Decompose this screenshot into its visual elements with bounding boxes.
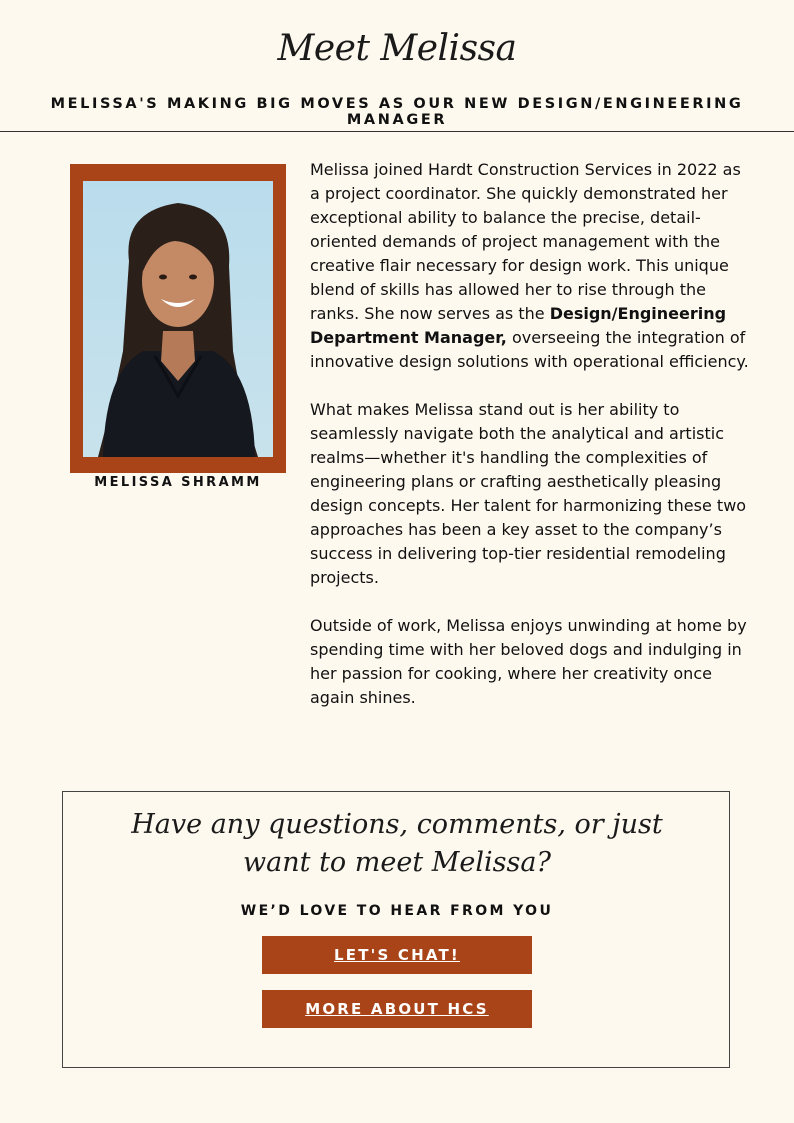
bio-paragraph-1 [310,158,752,374]
page-subtitle: MELISSA'S MAKING BIG MOVES AS OUR NEW DESIGN/ENGINEERING MANAGER [50,96,744,128]
contact-heading-line-1: Have any questions, comments, or just [131,809,663,840]
contact-heading [63,806,731,882]
bio-job-title: Design/Engineering Department Manager, [310,304,727,347]
contact-box [62,791,730,1068]
portrait-photo [83,181,273,457]
contact-heading-line-2: want to meet Melissa? [243,847,551,878]
bio-paragraph-3: Outside of work, Melissa enjoys unwinding at home by spending time with her beloved dogs and indulging in her passion for cooking, where her creativity once again shines. [310,616,747,707]
bio-p1-text-end: overseeing the integration of innovative design solutions with operational efficiency. [310,328,749,371]
contact-subheading: WE’D LOVE TO HEAR FROM YOU [240,903,554,919]
bio-text [310,158,752,734]
bio-paragraph-2: What makes Melissa stand out is her ability to seamlessly navigate both the analytical and artistic realms—whether it's handling the complexities of engineering plans or crafting aesthetically pleasing design concepts. Her talent for harmonizing these two approaches has been a key asset to the company’s success in delivering top-tier residential remodeling projects. [310,400,747,587]
page-title: Meet Melissa [277,28,517,69]
portrait-caption: MELISSA SHRAMM [94,475,262,490]
bio-p1-text: Melissa joined Hardt Construction Services in 2022 as a project coordinator. She quickly demonstrated her exceptional ability to balance the precise, detail-oriented demands of project management with the creative flair necessary for design work. This unique blend of skills has allowed her to rise through the ranks. She now serves as the [310,160,741,323]
portrait-frame [70,164,286,473]
header-divider [0,131,794,132]
more-about-hcs-button[interactable]: MORE ABOUT HCS [262,990,532,1028]
lets-chat-button[interactable]: LET'S CHAT! [262,936,532,974]
